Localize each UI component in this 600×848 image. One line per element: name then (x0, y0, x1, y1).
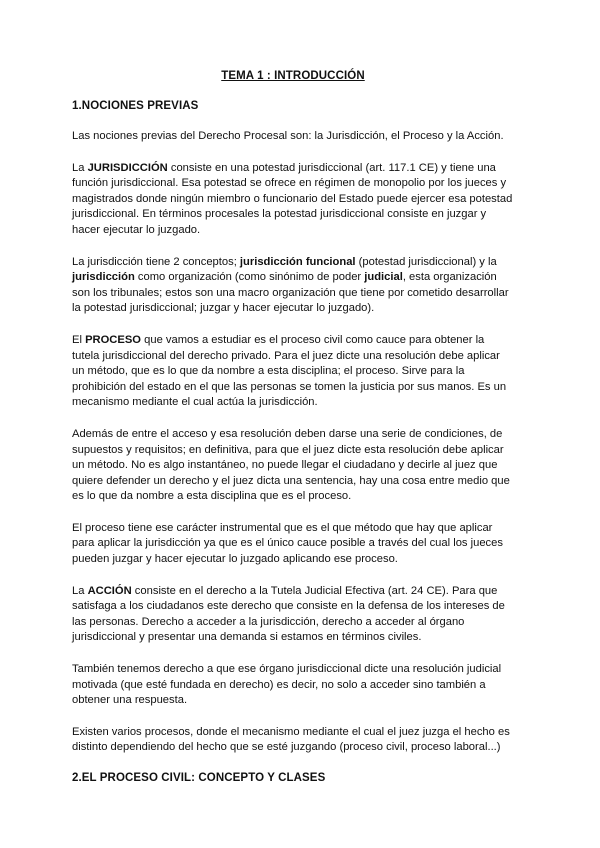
text-run: La (72, 161, 88, 174)
section-heading-nociones-previas: 1.NOCIONES PREVIAS (72, 100, 199, 112)
paragraph-resolucion-motivada: También tenemos derecho a que ese órgano jurisdiccional dicte una resolución judicial motivada (que esté fundada en derecho) es decir, no solo a acceder sino también a obtener una respuesta. (72, 663, 502, 707)
paragraph-accion (72, 584, 514, 646)
term-accion: ACCIÓN (87, 584, 132, 597)
text-run: El (72, 333, 86, 346)
term-jurisdiccion: JURISDICCIÓN (87, 161, 168, 174)
text-run: La (72, 584, 88, 597)
term-jurisdiccion-organizacion: jurisdicción (72, 271, 135, 284)
text-run: consiste en el derecho a la Tutela Judicial Efectiva (art. 24 CE). Para que satisfaga a los ciudadanos este derecho que consiste en la defensa de los intereses de las personas. Derecho a acceder a la jurisdicción, derecho a acceder al órgano jurisdiccional y presentar una demanda si estamos en términos civiles. (72, 584, 505, 644)
section-heading-proceso-civil: 2.EL PROCESO CIVIL: CONCEPTO Y CLASES (72, 772, 326, 784)
paragraph-proceso (72, 333, 514, 411)
paragraph-jurisdiccion-conceptos (72, 255, 514, 317)
paragraph-intro: Las nociones previas del Derecho Procesal son: la Jurisdicción, el Proceso y la Acción. (72, 130, 504, 142)
text-run: , esta organización son los tribunales; estos son una macro organización que tiene por cometido desarrollar la potestad jurisdiccional; juzgar y hacer ejecutar lo juzgado). (72, 271, 509, 315)
paragraph-varios-procesos: Existen varios procesos, donde el mecanismo mediante el cual el juez juzga el hecho es distinto dependiendo del hecho que se esté juzgando (proceso civil, proceso laboral...) (72, 725, 510, 754)
text-run: como organización (como sinónimo de poder (134, 271, 365, 284)
text-run: La jurisdicción tiene 2 conceptos; (72, 255, 240, 268)
term-judicial: judicial (364, 271, 403, 284)
term-jurisdiccion-funcional: jurisdicción funcional (239, 255, 356, 268)
term-proceso: PROCESO (85, 333, 142, 346)
text-run: (potestad jurisdiccional) y la (355, 255, 497, 268)
paragraph-jurisdiccion (72, 161, 514, 239)
text-run: que vamos a estudiar es el proceso civil como cauce para obtener la tutela jurisdiccional del derecho privado. Para el juez dicte una resolución debe aplicar un método, que es lo que da nombre a esta disciplina; el proceso. Sirve para la prohibición del estado en el que las personas se tomen la justicia por sus manos. Es un mecanismo mediante el cual actúa la jurisdicción. (72, 333, 507, 409)
page-title: TEMA 1 : INTRODUCCIÓN (221, 70, 365, 82)
paragraph-proceso-instrumental: El proceso tiene ese carácter instrumental que es el que método que hay que aplicar para aplicar la jurisdicción ya que es el único cauce posible a través del cual los jueces pueden juzgar y hacer ejecutar lo juzgado aplicando ese proceso. (72, 521, 503, 566)
text-run: consiste en una potestad jurisdiccional (art. 117.1 CE) y tiene una función jurisdiccional. Esa potestad se ofrece en régimen de monopolio por los jueces y magistrados donde ningún miembro o funcionario del Estado puede ejercer esa potestad jurisdiccional. En términos procesales la potestad jurisdiccional consiste en juzgar y hacer ejecutar lo juzgado. (72, 161, 513, 236)
paragraph-proceso-condiciones: Además de entre el acceso y esa resolución deben darse una serie de condiciones, de supuestos y requisitos; en definitiva, para que el juez dicte esta resolución debe aplicar un método. No es algo instantáneo, no puede llegar el ciudadano y decirle al juez que quiere defender un derecho y el juez dicta una sentencia, hay una cosa entre medio que es lo que da nombre a esta disciplina que es el proceso. (72, 427, 510, 503)
